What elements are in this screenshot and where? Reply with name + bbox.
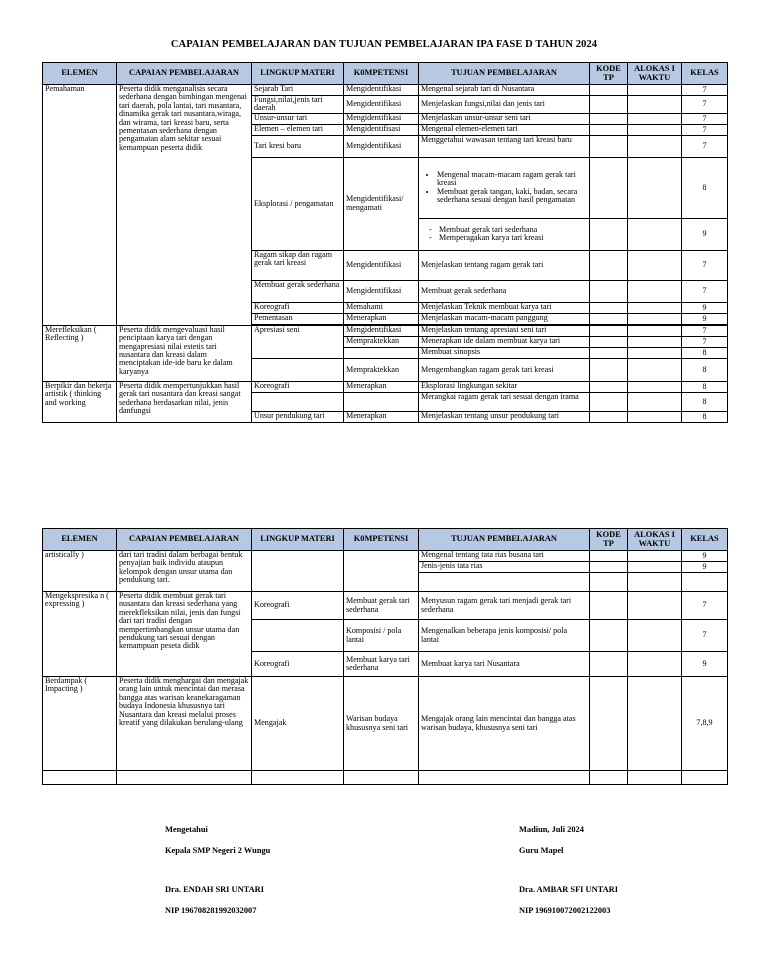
kompetensi-cell: Mengidentifikasi (344, 113, 419, 124)
header-kompetensi: K0MPETENSI (344, 63, 419, 85)
header-lingkup: LINGKUP MATERI (252, 529, 344, 551)
kelas-cell: 9 (682, 218, 728, 250)
materi-cell: Koreografi (252, 592, 344, 620)
document-title: CAPAIAN PEMBELAJARAN DAN TUJUAN PEMBELAJARAN IPA FASE D TAHUN 2024 (170, 39, 598, 50)
kompetensi-cell: Menerapkan (344, 381, 419, 392)
kelas-cell: 9 (682, 562, 728, 573)
tujuan-cell: Mengenal sejarah tari di Nusantara (419, 85, 590, 96)
table-row (43, 771, 728, 785)
header-lingkup: LINGKUP MATERI (252, 63, 344, 85)
tujuan-cell: Menjelaskan macam-macam panggung (419, 313, 590, 324)
tujuan-cell: Merangkai ragam gerak tari sesuai dengan irama (419, 392, 590, 411)
materi-cell: Koreografi (252, 652, 344, 677)
signature-right-date: Madiun, Juli 2024 (519, 825, 584, 834)
materi-cell: Mengajak (252, 677, 344, 771)
materi-cell: Apresiasi seni (252, 325, 344, 336)
elemen-cell: Merefleksikan ( Reflecting ) (43, 325, 117, 381)
kelas-cell: 9 (682, 551, 728, 562)
materi-cell: Sejarah Tari (252, 85, 344, 96)
kompetensi-cell: Mengidentifikasi (344, 280, 419, 302)
capaian-cell: Peserta didik mempertunjukkan hasil gerak tari nusantara dan kreasi sangat sederhana berdasarkan nilai, jenis danfungsi (117, 381, 252, 422)
capaian-cell: dari tari tradisi dalam berbagai bentuk penyajian baik individu ataupun kelompok dengan unsur utama dan pendukung tari. (117, 551, 252, 592)
header-elemen: ELEMEN (43, 63, 117, 85)
kompetensi-cell: Mengidentifikasi (344, 250, 419, 280)
signature-left-name: Dra. ENDAH SRI UNTARI (165, 885, 264, 894)
kompetensi-cell: Mengidentifikasi (344, 85, 419, 96)
kelas-cell: 9 (682, 313, 728, 324)
tujuan-cell: Mengenalkan beberapa jenis komposisi/ pola lantai (419, 620, 590, 652)
kompetensi-cell: Membuat gerak tari sederhana (344, 592, 419, 620)
materi-cell: Unsur pendukung tari (252, 411, 344, 422)
kompetensi-cell: Memahami (344, 302, 419, 313)
kompetensi-cell: Mempraktekkan (344, 336, 419, 347)
tujuan-cell: Jenis-jenis tata rias (419, 562, 590, 573)
elemen-cell: Mengekspresika n ( expressing ) (43, 592, 117, 677)
list-item: • Mengenal macam-macam ragam gerak tari kreasi (437, 171, 587, 188)
materi-cell: Koreografi (252, 302, 344, 313)
signature-left-position: Kepala SMP Negeri 2 Wungu (165, 846, 271, 855)
kelas-cell: 8 (682, 392, 728, 411)
table-row (43, 551, 728, 562)
kelas-cell: 8 (682, 381, 728, 392)
tujuan-cell: Membuat sinopsis (419, 347, 590, 358)
kelas-cell: 8 (682, 157, 728, 218)
materi-cell: Ragam sikap dan ragam gerak tari kreasi (252, 250, 344, 280)
tujuan-cell: Menjelaskan tentang ragam gerak tari (419, 250, 590, 280)
kompetensi-cell: Menerapkan (344, 313, 419, 324)
header-alokasi: ALOKAS I WAKTU (628, 63, 682, 85)
materi-cell: Elemen – elemen tari (252, 124, 344, 135)
kompetensi-cell: Warisan budaya khususnya seni tari (344, 677, 419, 771)
header-tujuan: TUJUAN PEMBELAJARAN (419, 529, 590, 551)
capaian-cell: Peserta didik menganalisis secara sederhana dengan bimbingan mengenai tari daerah, pola lantai, tari nusantara, dinamika gerak tari nusantara,wiraga, dan wirama, tari kreasi baru, serta pementasan sederhana dengan pengamatan alam sekitar sesuai kemampuan peserta didik (117, 85, 252, 326)
signature-right-position: Guru Mapel (519, 846, 564, 855)
tujuan-cell: Menjelaskan tentang unsur pendukung tari (419, 411, 590, 422)
table-row (43, 381, 728, 392)
header-kelas: KELAS (682, 529, 728, 551)
table-header (43, 529, 728, 551)
tujuan-cell: Membuat karya tari Nusantara (419, 652, 590, 677)
elemen-cell: artistically ) (43, 551, 117, 592)
tujuan-bullets (419, 157, 590, 218)
header-capaian: CAPAIAN PEMBELAJARAN (117, 63, 252, 85)
kelas-cell: 7 (682, 85, 728, 96)
elemen-cell: Pemahaman (43, 85, 117, 326)
kompetensi-cell: Komposisi / pola lantai (344, 620, 419, 652)
kompetensi-cell: Mempraktekkan (344, 358, 419, 381)
kelas-cell: 8 (682, 411, 728, 422)
list-item: - Memperagakan karya tari kreasi (429, 234, 587, 242)
kelas-cell: 7 (682, 250, 728, 280)
kelas-cell: 7 (682, 325, 728, 336)
header-tujuan: TUJUAN PEMBELAJARAN (419, 63, 590, 85)
kelas-cell: 7 (682, 592, 728, 620)
kompetensi-cell: Mengidentifikasi (344, 96, 419, 114)
kelas-cell: 7 (682, 336, 728, 347)
header-kode: KODE TP (590, 63, 628, 85)
materi-cell: Eksplorasi / pengamatan (252, 157, 344, 250)
kompetensi-cell: Mengidentifikasi/ mengamati (344, 157, 419, 250)
tujuan-cell: Membuat gerak sederhana (419, 280, 590, 302)
kompetensi-cell: Menerapkan (344, 411, 419, 422)
kompetensi-cell: Mengidentifikasi (344, 135, 419, 157)
tujuan-cell: Mengajak orang lain mencintai dan bangga atas warisan budaya, khususnya seni tari (419, 677, 590, 771)
table-row (43, 85, 728, 96)
elemen-cell: Berdampak ( Impacting ) (43, 677, 117, 771)
tujuan-cell: Menerapkan ide dalam membuat karya tari (419, 336, 590, 347)
table-capaian-2 (42, 528, 728, 785)
tujuan-cell: Menjelaskan tentang apresiasi seni tari (419, 325, 590, 336)
tujuan-cell: Menjelaskan fungsi,nilai dan jenis tari (419, 96, 590, 114)
capaian-cell: Peserta didik membuat gerak tari nusantara dan kreasi sederhana yang merekfleksikan nilai, jenis dan fungsi dari tari tradisi dengan mempertimbangkan unsur utama dan pendukung tari sesuai dengan kemampuan peseta didik (117, 592, 252, 677)
elemen-cell: Berpikir dan bekerja artistik ( thinking and working (43, 381, 117, 422)
materi-cell: Pementasan (252, 313, 344, 324)
kompetensi-cell: Membuat karya tari sederhana (344, 652, 419, 677)
kelas-cell: 7 (682, 135, 728, 157)
signature-right-nip: NIP 196910072002122003 (519, 906, 611, 915)
signature-left-nip: NIP 196708281992032007 (165, 906, 257, 915)
tujuan-cell: Menjelaskan Teknik membuat karya tari (419, 302, 590, 313)
tujuan-dashes (419, 218, 590, 250)
kelas-cell: 7,8,9 (682, 677, 728, 771)
table-row (43, 677, 728, 771)
materi-cell: Membuat gerak sederhana (252, 280, 344, 302)
signature-right-name: Dra. AMBAR SFI UNTARI (519, 885, 618, 894)
header-capaian: CAPAIAN PEMBELAJARAN (117, 529, 252, 551)
table-row (43, 325, 728, 336)
tujuan-cell: Mengenal elemen-elemen tari (419, 124, 590, 135)
header-kompetensi: K0MPETENSI (344, 529, 419, 551)
kelas-cell: 7 (682, 620, 728, 652)
header-alokasi: ALOKAS I WAKTU (628, 529, 682, 551)
header-elemen: ELEMEN (43, 529, 117, 551)
kelas-cell: 7 (682, 113, 728, 124)
header-kode: KODE TP (590, 529, 628, 551)
tujuan-cell: Mengenal tentang tata rias busana tari (419, 551, 590, 562)
kelas-cell: 9 (682, 652, 728, 677)
capaian-cell: Peserta didik mengevaluasi hasil penciptaan karya tari dengan mengapresiasi nilai estetis tari nusantara dan kreasi dalam menciptakan ide-ide baru ke dalam karyanya (117, 325, 252, 381)
capaian-cell: Peserta didik menghargai dan mengajak orang lain untuk mencintai dan merasa bangga atas warisan keanekaragaman budaya Indonesia khususnya tari Nusantara dan kreasi melalui proses kreatif yang dilakukan berulang-ulang (117, 677, 252, 771)
table-row (43, 592, 728, 620)
kelas-cell: 8 (682, 358, 728, 381)
materi-cell: Unsur-unsur tari (252, 113, 344, 124)
kelas-cell: 9 (682, 302, 728, 313)
kompetensi-cell (344, 347, 419, 358)
table-header (43, 63, 728, 85)
tujuan-cell: Menjelaskan unsur-unsur seni tari (419, 113, 590, 124)
list-item: • Membuat gerak tangan, kaki, badan, secara sederhana sesuai dengan hasil pengamatan (437, 188, 587, 205)
tujuan-cell: Menggetahui wawasan tentang tari kreasi baru (419, 135, 590, 157)
kelas-cell: 8 (682, 347, 728, 358)
list-item: - Membuat gerak tari sederhana (429, 226, 587, 234)
kompetensi-cell: Mengidentifikasi (344, 325, 419, 336)
kompetensi-cell: Mengidentifisasi (344, 124, 419, 135)
header-kelas: KELAS (682, 63, 728, 85)
tujuan-cell: Mengembangkan ragam gerak tari kreasi (419, 358, 590, 381)
materi-cell: Tari kresi baru (252, 135, 344, 157)
materi-cell: Koreografi (252, 381, 344, 392)
tujuan-cell: Eksplorasi lingkungan sekitar (419, 381, 590, 392)
kelas-cell: 7 (682, 96, 728, 114)
table-capaian-1 (42, 62, 728, 423)
tujuan-cell: Menyusun ragam gerak tari menjadi gerak tari sederhana (419, 592, 590, 620)
signature-left-label: Mengetahui (165, 825, 208, 834)
materi-cell: Fungsi,nilai,jenis tari daerah (252, 96, 344, 114)
kelas-cell: 7 (682, 280, 728, 302)
kelas-cell: 7 (682, 124, 728, 135)
